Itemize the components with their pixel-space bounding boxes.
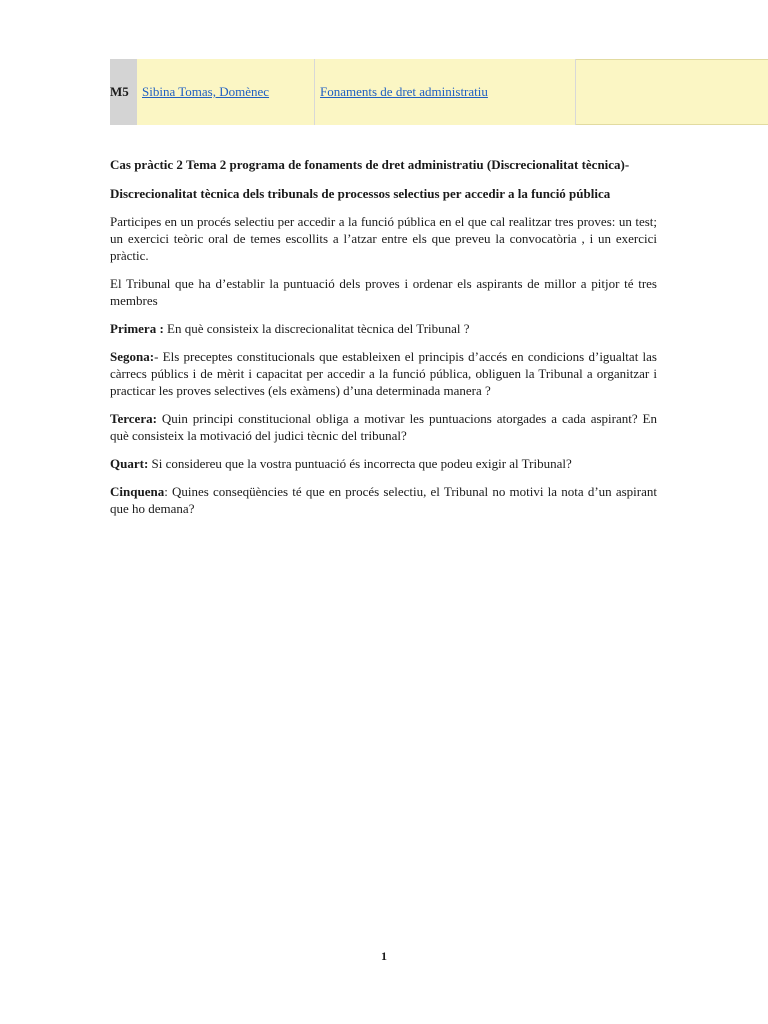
question-text: En què consisteix la discrecionalitat tècnica del Tribunal ? — [163, 321, 470, 336]
document-subtitle: Discrecionalitat tècnica dels tribunals de processos selectius per accedir a la funció pública — [110, 186, 611, 201]
intro-paragraph-1: Participes en un procés selectiu per accedir a la funció pública en el que cal realitzar tres proves: un test; un exercici teòric oral de temes escollits a l’atzar entre els que preveu la convocatòria , i un exercici pràctic. — [110, 214, 657, 263]
author-cell — [137, 59, 315, 125]
subject-cell — [315, 59, 576, 125]
document-header-table — [110, 59, 768, 125]
subject-link[interactable]: Fonaments de dret administratiu — [320, 84, 488, 99]
question-label: Quart: — [110, 456, 149, 471]
document-body — [110, 156, 657, 528]
question-1 — [110, 320, 657, 337]
document-title: Cas pràctic 2 Tema 2 programa de fonaments de dret administratiu (Discrecionalitat tècnica)- — [110, 157, 630, 172]
question-text: Quin principi constitucional obliga a motivar les puntuacions atorgades a cada aspirant? En què consisteix la motivació del judici tècnic del tribunal? — [110, 411, 657, 443]
module-code: M5 — [110, 84, 129, 99]
author-link[interactable]: Sibina Tomas, Domènec — [142, 84, 270, 99]
question-2 — [110, 348, 657, 399]
question-label: Primera : — [110, 321, 164, 336]
question-label: Cinquena — [110, 484, 165, 499]
question-label: Tercera: — [110, 411, 157, 426]
empty-header-cell — [576, 59, 768, 125]
intro-paragraph-2: El Tribunal que ha d’establir la puntuació dels proves i ordenar els aspirants de millor a pitjor té tres membres — [110, 276, 657, 308]
question-3 — [110, 410, 657, 444]
question-text: : Quines conseqüències té que en procés selectiu, el Tribunal no motivi la nota d’un aspirant que ho demana? — [110, 484, 657, 516]
page-number: 1 — [381, 949, 387, 963]
question-text: - Els preceptes constitucionals que estableixen el principis d’accés en condicions d’igualtat las càrrecs públics i de mèrit i capacitat per accedir a la funció pública, obliguen la Tribunal a organitzar i practicar les proves selectives (els exàmens) d’una determinada manera ? — [110, 349, 657, 398]
question-label: Segona: — [110, 349, 155, 364]
question-text: Si considereu que la vostra puntuació és incorrecta que podeu exigir al Tribunal? — [148, 456, 572, 471]
module-code-cell — [110, 59, 137, 125]
question-4 — [110, 455, 657, 472]
question-5 — [110, 483, 657, 517]
